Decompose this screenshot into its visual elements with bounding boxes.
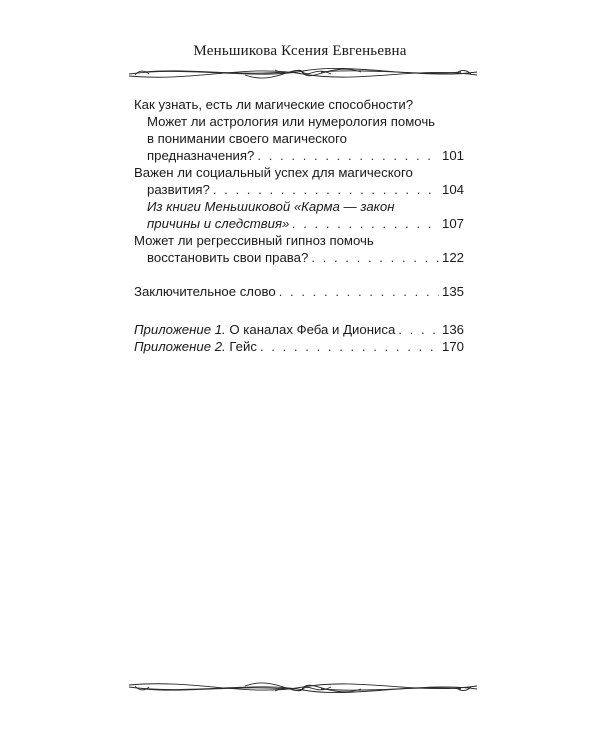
toc-page-number: 101 [441,148,464,163]
toc-entry-text: Как узнать, есть ли магические способности? [134,97,414,112]
spacer [134,266,464,283]
dot-leader [213,181,439,198]
toc-entry-astrology[interactable] [134,113,464,164]
appendix-label: Приложение 1. [134,322,226,337]
toc-entry-text: Может ли астрология или нумерология помочь [147,114,436,129]
toc-entry-text: предназначения? [147,148,255,163]
toc-entry-text [134,321,395,338]
ornament-bottom-flourish [125,675,481,701]
toc-entry-social-success[interactable] [134,164,464,198]
toc-entry-last-line [147,215,464,232]
toc-entry-last-line [134,338,464,355]
toc-entry-karma-book[interactable] [134,198,464,232]
toc-entry-last-line [134,321,464,338]
toc-page-number: 107 [441,216,464,231]
toc-entry-closing-word[interactable] [134,283,464,300]
toc-entry-text: причины и следствия» [147,216,290,231]
dot-leader [257,147,439,164]
toc-entry-text: Из книги Меньшиковой «Карма — закон [147,199,395,214]
running-head: Меньшикова Ксения Евгеньевна [193,43,407,59]
toc-page-number: 122 [441,250,464,265]
spacer [134,304,464,321]
toc-entry-text: Заключительное слово [134,284,276,299]
toc-page-number: 135 [441,284,464,299]
dot-leader [398,321,439,338]
appendix-title: Гейс [229,339,257,354]
toc-entry-text: в понимании своего магического [147,131,347,146]
dot-leader [311,249,439,266]
table-of-contents [134,96,464,355]
toc-page-number: 104 [441,182,464,197]
dot-leader [292,215,439,232]
toc-entry-text: развития? [147,182,210,197]
dot-leader [279,283,439,300]
toc-entry-regression-hypnosis[interactable] [134,232,464,266]
toc-entry-last-line [147,147,464,164]
toc-entry-last-line [134,283,464,300]
toc-entry-text: Может ли регрессивный гипноз помочь [134,233,374,248]
toc-entry-last-line [134,181,464,198]
toc-entry-appendix-1[interactable] [134,321,464,338]
toc-page-number: 170 [441,339,464,354]
toc-entry-text: Важен ли социальный успех для магического [134,165,413,180]
dot-leader [260,338,439,355]
toc-entry-text [134,338,257,355]
toc-entry-appendix-2[interactable] [134,338,464,355]
toc-entry-last-line [134,249,464,266]
toc-entry-magic-abilities[interactable] [134,96,464,113]
ornament-top-flourish [125,60,481,86]
toc-page-number: 136 [441,322,464,337]
toc-entry-text: восстановить свои права? [147,250,309,265]
appendix-label: Приложение 2. [134,339,226,354]
appendix-title: О каналах Феба и Диониса [229,322,396,337]
